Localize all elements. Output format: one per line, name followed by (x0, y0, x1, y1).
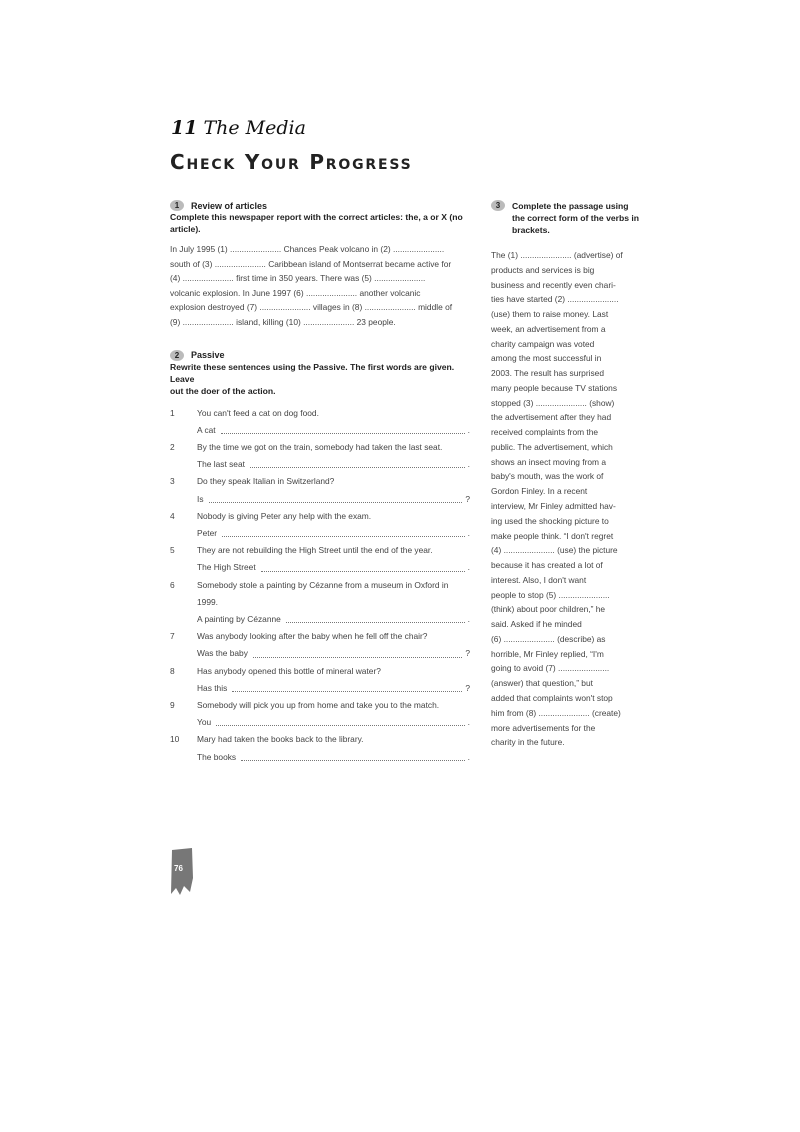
title-line: Complete the passage using (512, 201, 629, 211)
item-number: 9 (170, 700, 175, 711)
page-number: 76 (174, 864, 183, 873)
section-instruction (170, 211, 470, 235)
question-text: Was anybody looking after the baby when he fell off the chair? (197, 631, 428, 642)
exercise-item (170, 405, 470, 439)
answer-prompt: A painting by Cézanne (197, 614, 281, 624)
answer-blank (221, 422, 465, 434)
text-line: shows an insect moving from a (491, 456, 606, 467)
question-line (170, 439, 470, 456)
section-title: Review of articles (191, 200, 268, 211)
answer-end-punctuation: . (467, 614, 470, 624)
question-line (170, 697, 470, 714)
text-line: explosion destroyed (7) ...................... villages in (8) ...................... middle of (170, 302, 453, 313)
text-line: received complaints from the (491, 427, 599, 438)
answer-line (170, 422, 470, 439)
exercise-item (170, 542, 470, 576)
spacer (170, 645, 197, 662)
item-number: 6 (170, 579, 175, 590)
title-line: brackets. (512, 225, 550, 235)
text-line: people to stop (5) ...................... (491, 589, 610, 600)
exercise-item (170, 663, 470, 697)
item-number: 4 (170, 510, 175, 521)
exercise-item (170, 473, 470, 507)
spacer (170, 680, 197, 697)
answer-field[interactable] (197, 456, 470, 473)
unit-title: The Media (203, 117, 306, 139)
page-number-tab (170, 848, 194, 896)
text-line: (4) ...................... (use) the picture (491, 545, 618, 556)
text-line: among the most successful in (491, 353, 602, 364)
answer-field[interactable] (197, 422, 470, 439)
answer-prompt: You (197, 717, 212, 728)
text-line: baby's mouth, was the work of (491, 471, 604, 482)
exercise-item (170, 508, 470, 542)
answer-prompt: The High Street (197, 562, 256, 573)
section-title: Passive (191, 350, 225, 361)
answer-blank (222, 525, 465, 537)
text-line: stopped (3) ...................... (show) (491, 397, 615, 408)
section-title (512, 200, 639, 236)
spacer (170, 456, 197, 473)
answer-prompt: The books (197, 751, 237, 762)
answer-blank (209, 491, 463, 503)
answer-prompt: Is (197, 493, 204, 504)
title-line: the correct form of the verbs in (512, 213, 640, 223)
question-line (170, 577, 470, 594)
question-line (170, 473, 470, 490)
answer-line (170, 456, 470, 473)
text-line: because it has created a lot of (491, 560, 603, 571)
text-line: volcanic explosion. In June 1997 (6) ...................... another volcanic (170, 287, 421, 298)
text-line: (think) about poor children,” he (491, 604, 606, 615)
text-line: south of (3) ...................... Caribbean island of Montserrat became active for (170, 258, 452, 269)
answer-prompt: Was the baby (197, 648, 248, 659)
instruction-line: article). (170, 224, 201, 234)
answer-line (170, 559, 470, 576)
page-title: Check Your Progress (170, 150, 413, 174)
answer-line (170, 645, 470, 662)
section-number-badge: 2 (170, 350, 184, 361)
section-verb-forms (491, 200, 646, 750)
text-line: make people think. “I don't regret (491, 530, 614, 541)
exercise-item (170, 577, 470, 629)
item-number: 1 (170, 407, 175, 418)
instruction-line: out the doer of the action. (170, 385, 276, 396)
answer-end-punctuation: . (467, 717, 470, 728)
item-number: 7 (170, 631, 175, 642)
section-number-badge: 1 (170, 200, 184, 211)
text-line: week, an advertisement from a (491, 323, 606, 334)
answer-field[interactable] (197, 714, 470, 731)
question-line (170, 731, 470, 748)
text-line: charity in the future. (491, 737, 565, 748)
text-line: (use) them to raise money. Last (491, 309, 609, 320)
answer-field[interactable] (197, 525, 470, 542)
spacer (170, 525, 197, 542)
answer-blank (261, 559, 465, 571)
exercise-item (170, 697, 470, 731)
item-number (170, 594, 197, 611)
exercise-text (170, 242, 470, 330)
exercise-item (170, 731, 470, 765)
answer-line (170, 611, 470, 628)
answer-blank (232, 680, 462, 692)
text-line: (4) ...................... first time in 350 years. There was (5) ...................... (170, 273, 426, 284)
answer-prompt: Peter (197, 527, 218, 538)
item-number: 2 (170, 441, 175, 452)
answer-line (170, 714, 470, 731)
text-line: (9) ...................... island, killing (10) ...................... 23 people. (170, 316, 396, 327)
exercise-list (170, 405, 470, 766)
question-text: By the time we got on the train, somebody had taken the last seat. (197, 441, 443, 452)
answer-line (170, 749, 470, 766)
spacer (170, 749, 197, 766)
text-line: charity campaign was voted (491, 338, 595, 349)
exercise-item (170, 439, 470, 473)
item-number: 8 (170, 665, 175, 676)
text-line: The (1) ...................... (advertise) of (491, 250, 623, 260)
answer-prompt: A cat (197, 424, 216, 435)
text-line: ties have started (2) ...................... (491, 294, 619, 305)
answer-field[interactable] (197, 749, 470, 766)
answer-end-punctuation: . (467, 424, 470, 435)
answer-end-punctuation: . (467, 459, 470, 470)
section-review-of-articles (170, 200, 470, 330)
answer-prompt: The last seat (197, 459, 245, 470)
text-line: business and recently even chari- (491, 279, 616, 290)
text-line: Gordon Finley. In a recent (491, 486, 588, 497)
spacer (170, 559, 197, 576)
answer-field[interactable] (197, 559, 470, 576)
question-text: Somebody stole a painting by Cézanne from a museum in Oxford in (197, 579, 449, 590)
answer-line (170, 680, 470, 697)
left-column (170, 200, 470, 766)
section-passive (170, 350, 470, 766)
instruction-line: Complete this newspaper report with the correct articles: the, a or X (no (170, 212, 463, 222)
passage-text (491, 248, 646, 750)
answer-field[interactable] (197, 680, 470, 697)
item-number: 5 (170, 545, 175, 556)
answer-blank (216, 714, 465, 726)
answer-end-punctuation: ? (465, 682, 470, 693)
answer-blank (286, 611, 465, 623)
question-line (170, 628, 470, 645)
question-line (170, 405, 470, 422)
item-number: 10 (170, 734, 180, 745)
answer-field[interactable] (197, 645, 470, 662)
exercise-item (170, 628, 470, 662)
text-line: going to avoid (7) ...................... (491, 663, 610, 674)
answer-blank (253, 645, 462, 657)
text-line: ing used the shocking picture to (491, 515, 609, 526)
section-instruction (170, 361, 470, 397)
question-line (170, 542, 470, 559)
section-number-badge: 3 (491, 200, 505, 211)
text-line: more advertisements for the (491, 722, 596, 733)
text-line: interest. Also, I don't want (491, 574, 587, 585)
question-line (170, 663, 470, 680)
answer-end-punctuation: . (467, 751, 470, 762)
spacer (170, 714, 197, 731)
item-number: 3 (170, 476, 175, 487)
answer-end-punctuation: . (467, 527, 470, 538)
answer-field[interactable] (197, 491, 470, 508)
spacer (170, 422, 197, 439)
unit-heading (171, 117, 306, 139)
text-line: the advertisement after they had (491, 412, 612, 423)
question-text: Do they speak Italian in Switzerland? (197, 476, 335, 487)
spacer (170, 491, 197, 508)
answer-field[interactable] (197, 611, 470, 628)
text-line: added that complaints won't stop (491, 692, 613, 703)
answer-line (170, 491, 470, 508)
text-line: many people because TV stations (491, 382, 618, 393)
text-line: products and services is big (491, 264, 595, 275)
answer-end-punctuation: ? (465, 493, 470, 504)
instruction-line: Rewrite these sentences using the Passive. The first words are given. Leave (170, 361, 455, 384)
text-line: interview, Mr Finley admitted hav- (491, 501, 616, 512)
spacer (170, 611, 197, 628)
question-line (170, 508, 470, 525)
unit-number: 11 (171, 117, 198, 139)
text-line: (answer) that question,” but (491, 678, 593, 689)
question-line (170, 594, 470, 611)
question-text: You can't feed a cat on dog food. (197, 407, 319, 418)
answer-end-punctuation: ? (465, 648, 470, 659)
answer-line (170, 525, 470, 542)
answer-end-punctuation: . (467, 562, 470, 573)
question-text: Somebody will pick you up from home and take you to the match. (197, 700, 440, 711)
text-line: In July 1995 (1) ...................... Chances Peak volcano in (2) ...................... (170, 244, 445, 254)
text-line: horrible, Mr Finley replied, “I'm (491, 648, 604, 659)
text-line: (6) ...................... (describe) as (491, 633, 606, 644)
question-text: They are not rebuilding the High Street until the end of the year. (197, 545, 433, 556)
question-text: Nobody is giving Peter any help with the exam. (197, 510, 372, 521)
text-line: him from (8) ...................... (create) (491, 707, 621, 718)
text-line: public. The advertisement, which (491, 441, 613, 452)
question-text: Mary had taken the books back to the library. (197, 734, 364, 745)
answer-blank (250, 456, 465, 468)
question-text: Has anybody opened this bottle of mineral water? (197, 665, 381, 676)
text-line: said. Asked if he minded (491, 619, 582, 630)
text-line: 2003. The result has surprised (491, 368, 604, 379)
answer-prompt: Has this (197, 682, 228, 693)
answer-blank (241, 749, 465, 761)
question-text: 1999. (197, 596, 218, 607)
